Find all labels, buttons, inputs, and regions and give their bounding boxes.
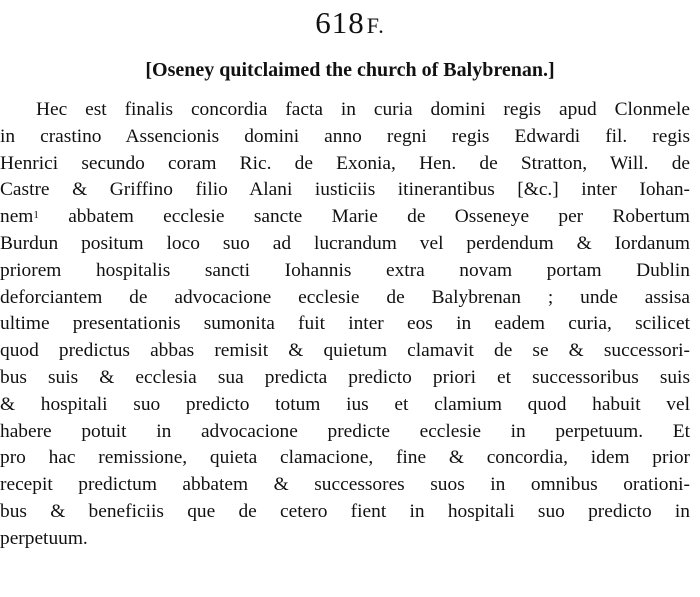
text-line-5-rest: abbatem ecclesie sancte Marie de Osseneye per Robertum [68, 206, 690, 228]
text-line-4: Castre & Griffino filio Alani iusticiis itinerantibus [&c.] inter Iohan- [0, 179, 690, 201]
document-number [0, 6, 700, 43]
text-line-10: quod predictus abbas remisit & quietum clamavit de se & successori- [0, 340, 690, 362]
text-line-3: Henrici secundo coram Ric. de Exonia, Hen. de Stratton, Will. de [0, 152, 690, 174]
text-line-2: in crastino Assencionis domini anno regni regis Edwardi fil. regis [0, 125, 690, 147]
text-line-6: Burdun positum loco suo ad lucrandum vel perdendum & Iordanum [0, 232, 690, 254]
text-line-17: perpetuum. [0, 527, 88, 549]
text-line-8: deforciantem de advocacione ecclesie de Balybrenan ; unde assisa [0, 286, 690, 308]
footnote-marker: 1 [33, 209, 39, 222]
text-line-5 [0, 204, 690, 231]
text-line-15: recepit predictum abbatem & successores suos in omnibus orationi- [0, 474, 690, 496]
text-line-1: Hec est finalis concordia facta in curia domini regis apud Clonmele [36, 99, 690, 120]
text-line-12: & hospitali suo predicto totum ius et clamium quod habuit vel [0, 393, 690, 415]
document-body [0, 97, 690, 553]
text-line-11: bus suis & ecclesia sua predicta predicto priori et successoribus suis [0, 366, 690, 388]
text-line-9: ultime presentationis sumonita fuit inter eos in eadem curia, scilicet [0, 313, 690, 335]
document-number-value: 618 [315, 5, 365, 40]
text-line-16: bus & beneficiis que de cetero fient in hospitali suo predicto in [0, 500, 690, 522]
document-number-suffix: F. [366, 13, 385, 38]
text-line-14: pro hac remissione, quieta clamacione, fine & concordia, idem prior [0, 447, 690, 469]
document-title: [Oseney quitclaimed the church of Balybrenan.] [145, 59, 555, 81]
text-line-5-prefix: nem [0, 206, 34, 228]
text-line-7: priorem hospitalis sancti Iohannis extra novam portam Dublin [0, 259, 690, 281]
text-line-13: habere potuit in advocacione predicte ecclesie in perpetuum. Et [0, 420, 690, 442]
